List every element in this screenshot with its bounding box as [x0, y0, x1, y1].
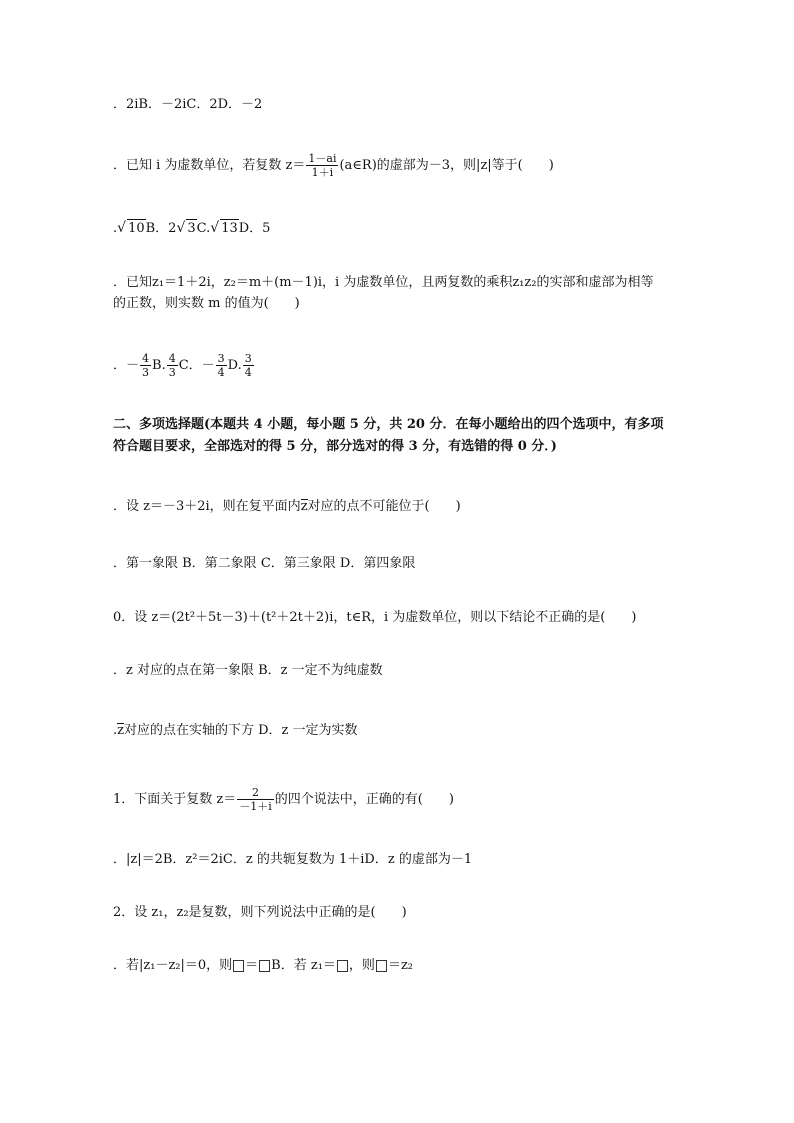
- question-text-post: (a∈R)的虚部为－3，则|z|等于( ): [339, 158, 554, 173]
- question-product-line-1: ．已知z₁＝1＋2i，z₂＝m＋(m－1)i，i 为虚数单位，且两复数的乘积z₁z₂的实部和虚部为相等: [113, 275, 654, 290]
- question-complex-modulus: [113, 152, 554, 179]
- missing-glyph-icon: [376, 960, 387, 972]
- section-heading-line-2: 符合题目要求，全部选对的得 5 分，部分选对的得 3 分，有选错的得 0 分．): [113, 439, 557, 454]
- option-line-q12: ．若|z₁－z₂|＝0，则 ＝ B．若 z₁＝ ，则 ＝z₂: [113, 958, 413, 973]
- question-product-line-2: 的正数，则实数 m 的值为( ): [113, 296, 300, 311]
- sqrt-icon: √: [210, 220, 220, 236]
- option-line-1: ．2iB．－2iC．2D．－2: [113, 97, 263, 112]
- option-line-quadrants: ．第一象限 B．第二象限 C．第三象限 D．第四象限: [113, 556, 416, 571]
- missing-glyph-icon: [337, 960, 348, 972]
- question-text-pre: ．已知 i 为虚数单位，若复数 z＝: [113, 158, 306, 173]
- question-10: 0．设 z＝(2t²＋5t－3)＋(t²＋2t＋2)i，t∈R，i 为虚数单位，则以下结论不正确的是( ): [113, 610, 637, 625]
- sqrt-icon: √: [117, 220, 127, 236]
- question-11: 1．下面关于复数 z＝ $\frac{2}{-1+i}$ 的四个说法中，正确的有( ): [113, 786, 454, 813]
- sqrt-icon: √: [176, 220, 186, 236]
- option-line-q10-b: .z对应的点在实轴的下方 D．z 一定为实数: [113, 723, 358, 738]
- option-line-fractions: ．－ $\frac{4}{3}$ B. $\frac{4}{3}$ C．－ $\frac{3}{4}$ D. $\frac{3}{4}$: [113, 352, 252, 379]
- option-line-q10-a: ．z 对应的点在第一象限 B．z 一定不为纯虚数: [113, 663, 383, 678]
- missing-glyph-icon: [259, 960, 270, 972]
- option-line-q11: ．|z|＝2B．z²＝2iC．z 的共轭复数为 1＋iD．z 的虚部为－1: [113, 852, 473, 867]
- option-line-sqrt: .√ 10B．2√ 3C.√ 13D．5: [113, 220, 271, 236]
- question-conjugate-quadrant: ．设 z＝－3＋2i，则在复平面内z对应的点不可能位于( ): [113, 499, 461, 514]
- fraction: $\frac{1-ai}{1+i}$: [308, 152, 337, 179]
- missing-glyph-icon: [233, 960, 244, 972]
- question-12: 2．设 z₁，z₂是复数，则下列说法中正确的是( ): [113, 905, 407, 920]
- section-heading-line-1: 二、多项选择题(本题共 4 小题，每小题 5 分，共 20 分．在每小题给出的四个选项中，有多项: [113, 417, 664, 432]
